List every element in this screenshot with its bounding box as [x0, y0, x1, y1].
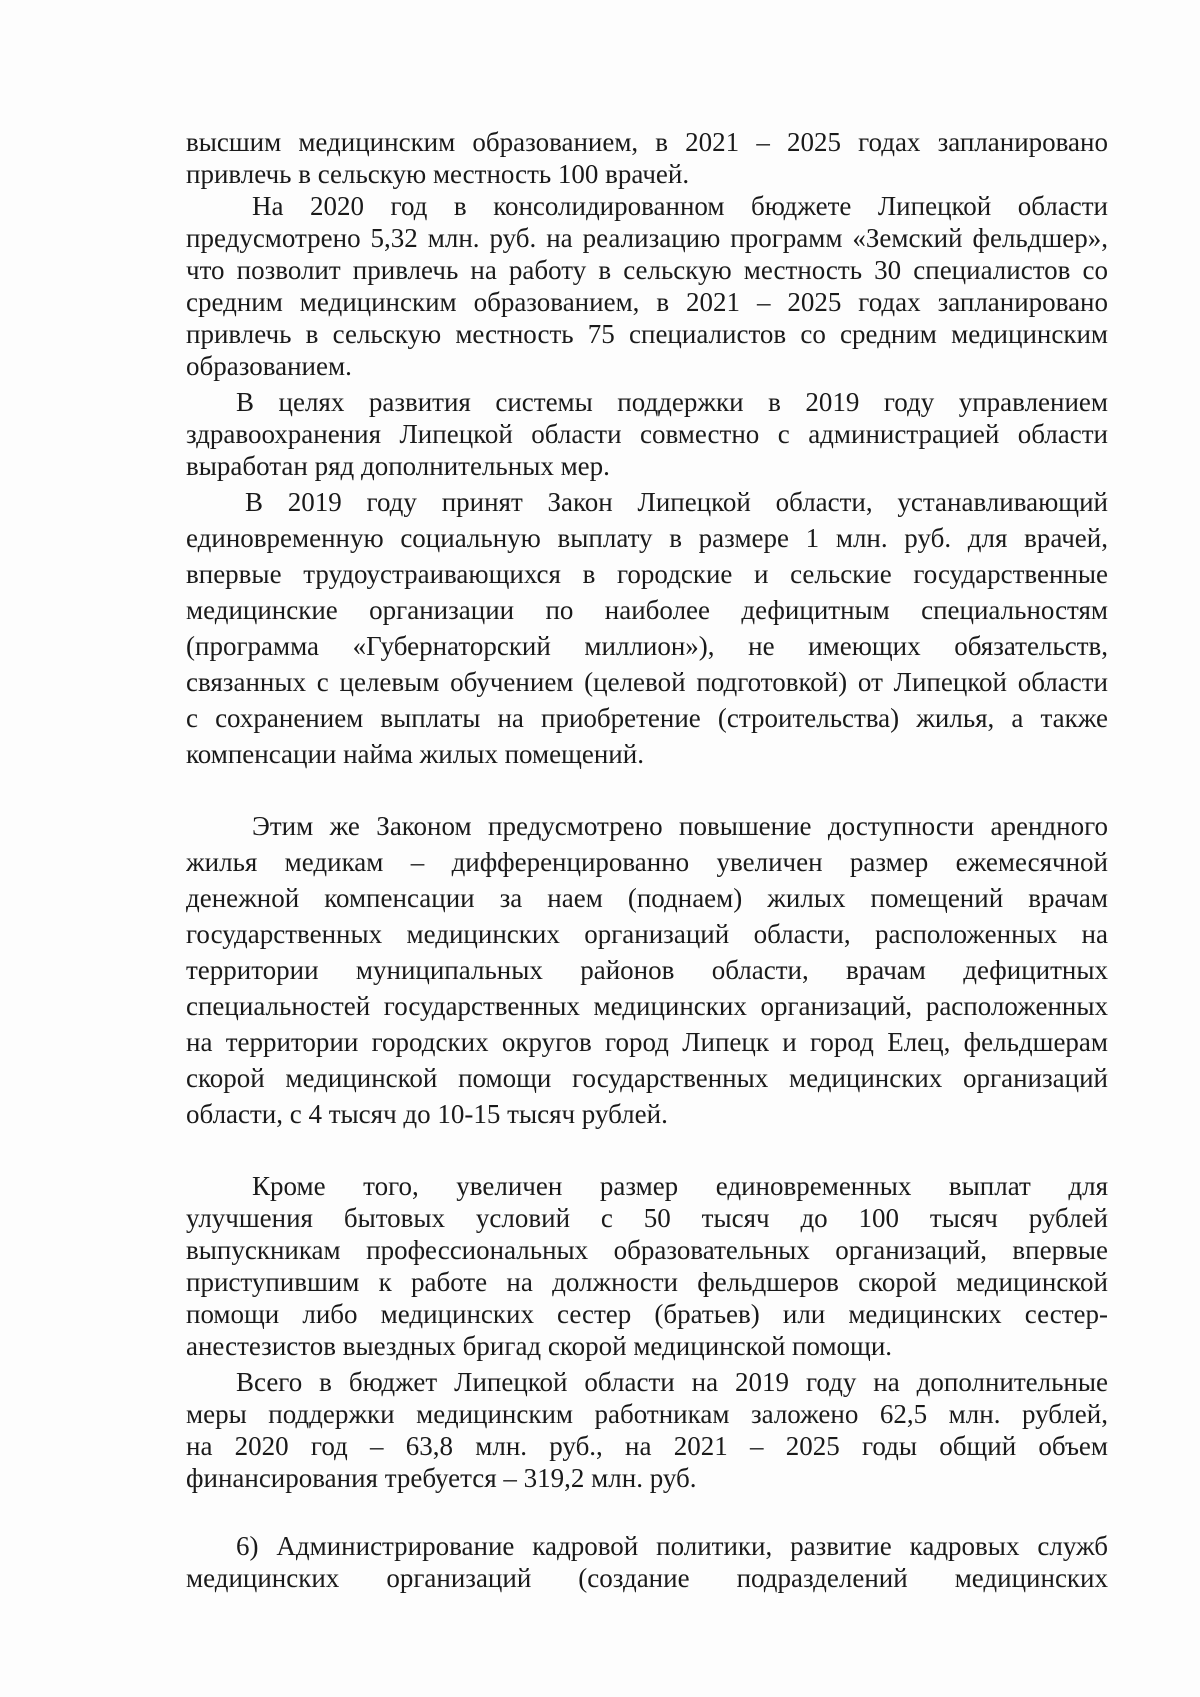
text-line: единовременную социальную выплату в размере 1 млн. руб. для врачей,	[186, 523, 1108, 553]
text-line: Кроме того, увеличен размер единовременных выплат для	[252, 1171, 1108, 1201]
text-line: образованием.	[186, 351, 352, 381]
text-line: компенсации найма жилых помещений.	[186, 739, 644, 769]
text-line: государственных медицинских организаций области, расположенных на	[186, 919, 1108, 949]
text-line: (программа «Губернаторский миллион»), не имеющих обязательств,	[186, 631, 1108, 661]
text-line: здравоохранения Липецкой области совместно с администрацией области	[186, 419, 1108, 449]
text-line: впервые трудоустраивающихся в городские и сельские государственные	[186, 559, 1108, 589]
text-line: специальностей государственных медицинских организаций, расположенных	[186, 991, 1108, 1021]
text-line: улучшения бытовых условий с 50 тысяч до 100 тысяч рублей	[186, 1203, 1108, 1233]
text-line: Этим же Законом предусмотрено повышение доступности арендного	[252, 811, 1108, 841]
text-line: жилья медикам – дифференцированно увеличен размер ежемесячной	[186, 847, 1108, 877]
text-line: области, с 4 тысяч до 10-15 тысяч рублей.	[186, 1099, 668, 1129]
text-line: 6) Администрирование кадровой политики, развитие кадровых служб	[236, 1531, 1108, 1561]
text-line: скорой медицинской помощи государственных медицинских организаций	[186, 1063, 1108, 1093]
text-line: финансирования требуется – 319,2 млн. руб.	[186, 1463, 697, 1493]
text-line: денежной компенсации за наем (поднаем) жилых помещений врачам	[186, 883, 1108, 913]
text-line: В целях развития системы поддержки в 2019 году управлением	[236, 387, 1108, 417]
text-line: что позволит привлечь на работу в сельскую местность 30 специалистов со	[186, 255, 1108, 285]
text-line: анестезистов выездных бригад скорой медицинской помощи.	[186, 1331, 893, 1361]
text-line: привлечь в сельскую местность 100 врачей.	[186, 159, 690, 189]
text-line: помощи либо медицинских сестер (братьев) или медицинских сестер-	[186, 1299, 1108, 1329]
text-line: медицинские организации по наиболее дефицитным специальностям	[186, 595, 1108, 625]
text-line: территории муниципальных районов области, врачам дефицитных	[186, 955, 1108, 985]
text-line: медицинских организаций (создание подразделений медицинских	[186, 1563, 1108, 1593]
text-line: Всего в бюджет Липецкой области на 2019 году на дополнительные	[236, 1367, 1108, 1397]
text-line: высшим медицинским образованием, в 2021 – 2025 годах запланировано	[186, 127, 1108, 157]
text-line: меры поддержки медицинским работникам заложено 62,5 млн. рублей,	[186, 1399, 1108, 1429]
text-line: предусмотрено 5,32 млн. руб. на реализацию программ «Земский фельдшер»,	[186, 223, 1108, 253]
text-line: средним медицинским образованием, в 2021 – 2025 годах запланировано	[186, 287, 1108, 317]
text-line: приступившим к работе на должности фельдшеров скорой медицинской	[186, 1267, 1108, 1297]
text-line: На 2020 год в консолидированном бюджете Липецкой области	[252, 191, 1108, 221]
text-line: связанных с целевым обучением (целевой подготовкой) от Липецкой области	[186, 667, 1108, 697]
text-line: выпускникам профессиональных образовательных организаций, впервые	[186, 1235, 1108, 1265]
text-line: с сохранением выплаты на приобретение (строительства) жилья, а также	[186, 703, 1108, 733]
text-line: на территории городских округов город Липецк и город Елец, фельдшерам	[186, 1027, 1108, 1057]
text-line: выработан ряд дополнительных мер.	[186, 451, 610, 481]
text-line: привлечь в сельскую местность 75 специалистов со средним медицинским	[186, 319, 1108, 349]
text-line: на 2020 год – 63,8 млн. руб., на 2021 – 2025 годы общий объем	[186, 1431, 1108, 1461]
text-line: В 2019 году принят Закон Липецкой области, устанавливающий	[245, 487, 1108, 517]
